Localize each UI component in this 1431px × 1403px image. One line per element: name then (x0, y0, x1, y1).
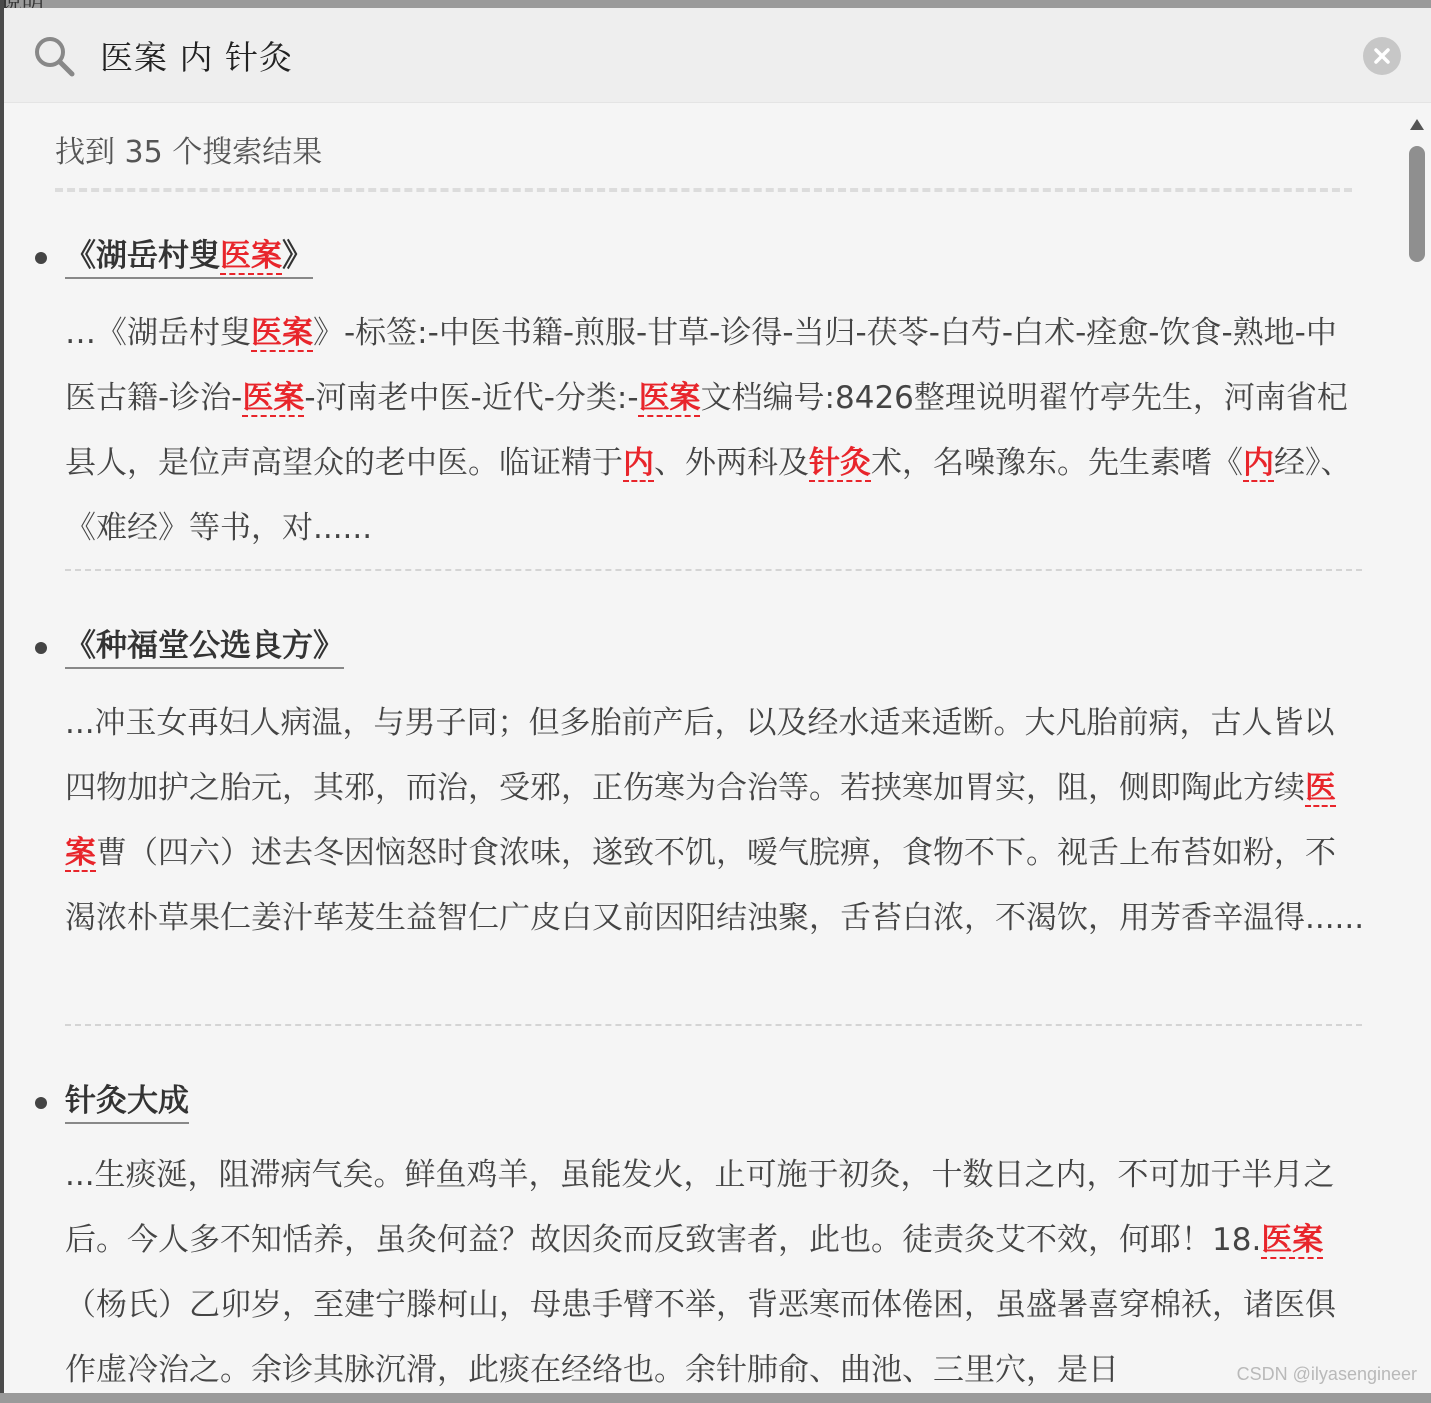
text-run: …《湖岳村叟 (65, 315, 251, 351)
keyword-highlight: 针灸 (809, 445, 871, 481)
bullet-icon (35, 642, 47, 654)
clear-search-button[interactable] (1363, 37, 1401, 75)
result-title[interactable] (65, 620, 344, 669)
text-run: 《种福堂公选良方》 (65, 628, 344, 664)
scroll-up-arrow-icon[interactable] (1409, 118, 1425, 132)
text-run: 文档编号:8426整理说明翟竹亭先生，河南省杞县人，是位声高望众的老中医。临证精于 (65, 380, 1348, 481)
text-run: -河南老中医-近代-分类:- (304, 380, 639, 416)
text-run: ...冲玉女再妇人病温，与男子同；但多胎前产后，以及经水适来适断。大凡胎前病，古人皆以四物加护之胎元，其邪，而治，受邪，正伤寒为合治等。若挟寒加胃实，阻，侧即陶此方续 (65, 705, 1335, 806)
text-run: 《湖岳村叟 (65, 238, 220, 274)
text-run: 针灸大成 (65, 1083, 189, 1119)
keyword-highlight: 医案 (220, 238, 282, 274)
keyword-highlight: 医案 (251, 315, 313, 351)
divider (65, 1024, 1362, 1026)
search-modal (4, 8, 1431, 1393)
result-snippet (65, 301, 1365, 561)
keyword-highlight: 内 (623, 445, 654, 481)
search-bar (4, 8, 1431, 103)
result-title[interactable] (65, 230, 313, 279)
keyword-highlight: 医案 (1261, 1222, 1324, 1258)
result-snippet (65, 1143, 1365, 1403)
keyword-highlight: 医案 (638, 380, 701, 416)
text-run: 、外两科及 (654, 445, 809, 481)
keyword-highlight: 医案 (65, 770, 1336, 871)
text-run: 术，名噪豫东。先生素嗜《 (871, 445, 1243, 481)
keyword-highlight: 医案 (242, 380, 305, 416)
text-run: （杨氏）乙卯岁，至建宁滕柯山，母患手臂不举，背恶寒而体倦困，虽盛暑喜穿棉袄，诸医俱作虚冷治之。余诊其脉沉滑，此痰在经络也。余针肺俞、曲池、三里穴，是日 (65, 1287, 1336, 1388)
result-count: 找到 35 个搜索结果 (55, 135, 323, 170)
text-run: ...生痰涎，阻滞病气矣。鲜鱼鸡羊，虽能发火，止可施于初灸，十数日之内，不可加于半月之后。今人多不知恬养，虽灸何益？故因灸而反致害者，此也。徒责灸艾不效，何耶！18. (65, 1157, 1335, 1258)
close-icon (1363, 37, 1401, 75)
scrollbar-thumb[interactable] (1409, 146, 1425, 262)
results-list (4, 103, 1404, 1393)
text-run: 经》、《难经》等书，对...... (65, 445, 1352, 546)
keyword-highlight: 内 (1243, 445, 1274, 481)
bullet-icon (35, 1097, 47, 1109)
background-partial-heading (0, 0, 120, 8)
result-title[interactable] (65, 1075, 189, 1124)
text-run: 》-标签:-中医书籍-煎服-甘草-诊得-当归-茯苓-白芍-白术-痊愈-饮食-熟地-中医古籍-诊治- (65, 315, 1337, 416)
search-icon (32, 34, 76, 78)
text-run: 曹（四六）述去冬因恼怒时食浓味，遂致不饥，嗳气脘痹，食物不下。视舌上布苔如粉，不渴浓朴草果仁姜汁荜茇生益智仁广皮白又前因阳结浊聚，舌苔白浓，不渴饮，用芳香辛温得...... (65, 835, 1365, 936)
text-run: 》 (282, 238, 313, 274)
watermark: CSDN @ilyasengineer (1236, 1364, 1417, 1384)
divider (65, 569, 1362, 571)
bullet-icon (35, 252, 47, 264)
divider (55, 188, 1352, 192)
search-input[interactable] (100, 30, 1300, 80)
result-snippet (65, 691, 1365, 951)
